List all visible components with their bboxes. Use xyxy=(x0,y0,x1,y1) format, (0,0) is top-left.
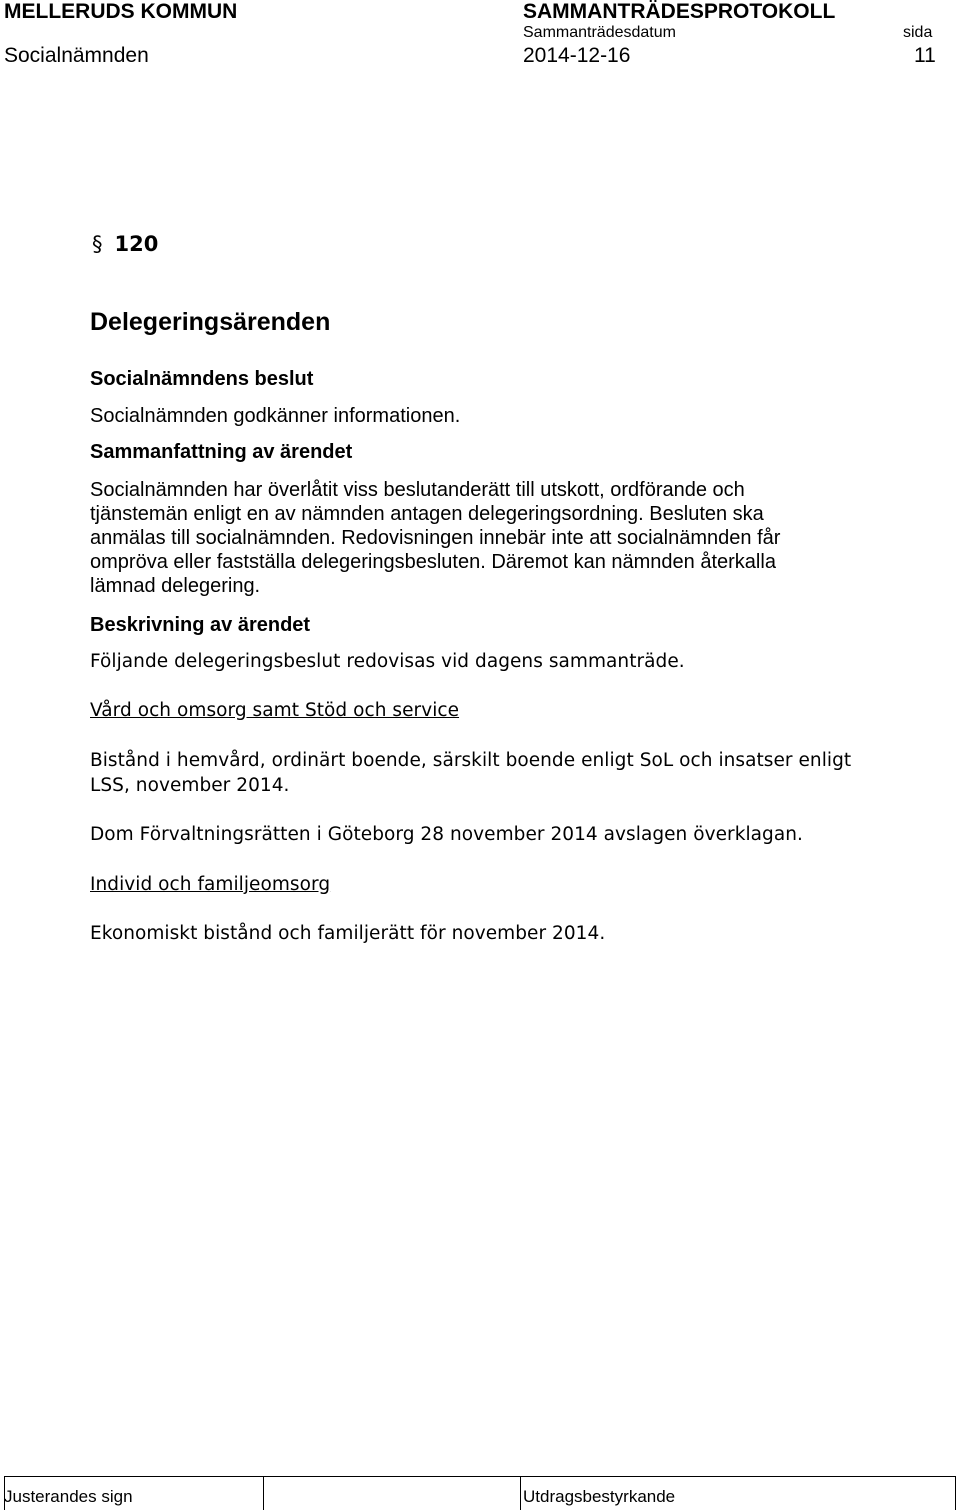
care-item-line: LSS, november 2014. xyxy=(90,774,290,796)
description-intro: Följande delegeringsbeslut redovisas vid dagens sammanträde. xyxy=(90,651,685,672)
page-number: 11 xyxy=(914,44,936,67)
description-heading: Beskrivning av ärendet xyxy=(90,614,311,636)
group-title-family-text: Individ och familjeomsorg xyxy=(90,874,331,895)
summary-paragraph xyxy=(90,478,940,598)
meeting-date: 2014-12-16 xyxy=(523,44,631,67)
page-label: sida xyxy=(903,24,933,41)
summary-heading: Sammanfattning av ärendet xyxy=(90,441,353,463)
section-number xyxy=(92,232,158,256)
care-item-line: Bistånd i hemvård, ordinärt boende, särskilt boende enligt SoL och insatser enligt xyxy=(90,750,852,771)
family-item-economic: Ekonomiskt bistånd och familjerätt för november 2014. xyxy=(90,923,606,944)
footer-divider xyxy=(4,1476,956,1477)
section-number-value: 120 xyxy=(114,232,159,256)
decision-heading: Socialnämndens beslut xyxy=(90,368,314,390)
date-label: Sammanträdesdatum xyxy=(523,24,676,41)
case-title: Delegeringsärenden xyxy=(90,308,331,336)
summary-line: lämnad delegering. xyxy=(90,575,261,597)
group-title-care xyxy=(90,699,940,724)
summary-line: ompröva eller fastställa delegeringsbesluten. Däremot kan nämnden återkalla xyxy=(90,551,776,573)
decision-text: Socialnämnden godkänner informationen. xyxy=(90,405,461,427)
board-name: Socialnämnden xyxy=(4,44,149,67)
org-name: MELLERUDS KOMMUN xyxy=(4,0,238,23)
group-title-family xyxy=(90,873,940,898)
footer-extract-label: Utdragsbestyrkande xyxy=(523,1487,676,1506)
care-item-court: Dom Förvaltningsrätten i Göteborg 28 november 2014 avslagen överklagan. xyxy=(90,824,803,845)
footer-border-right xyxy=(955,1476,956,1510)
summary-line: anmälas till socialnämnden. Redovisningen innebär inte att socialnämnden får xyxy=(90,527,781,549)
care-item-assistance xyxy=(90,749,940,798)
paragraph-sign: § xyxy=(92,232,103,256)
footer-separator-2 xyxy=(520,1476,521,1510)
footer-sign-label: Justerandes sign xyxy=(4,1487,133,1506)
group-title-care-text: Vård och omsorg samt Stöd och service xyxy=(90,700,460,721)
footer-separator-1 xyxy=(263,1476,264,1510)
doc-type: SAMMANTRÄDESPROTOKOLL xyxy=(523,0,836,23)
summary-line: Socialnämnden har överlåtit viss beslutanderätt till utskott, ordförande och xyxy=(90,479,745,501)
summary-line: tjänstemän enligt en av nämnden antagen delegeringsordning. Besluten ska xyxy=(90,503,764,525)
